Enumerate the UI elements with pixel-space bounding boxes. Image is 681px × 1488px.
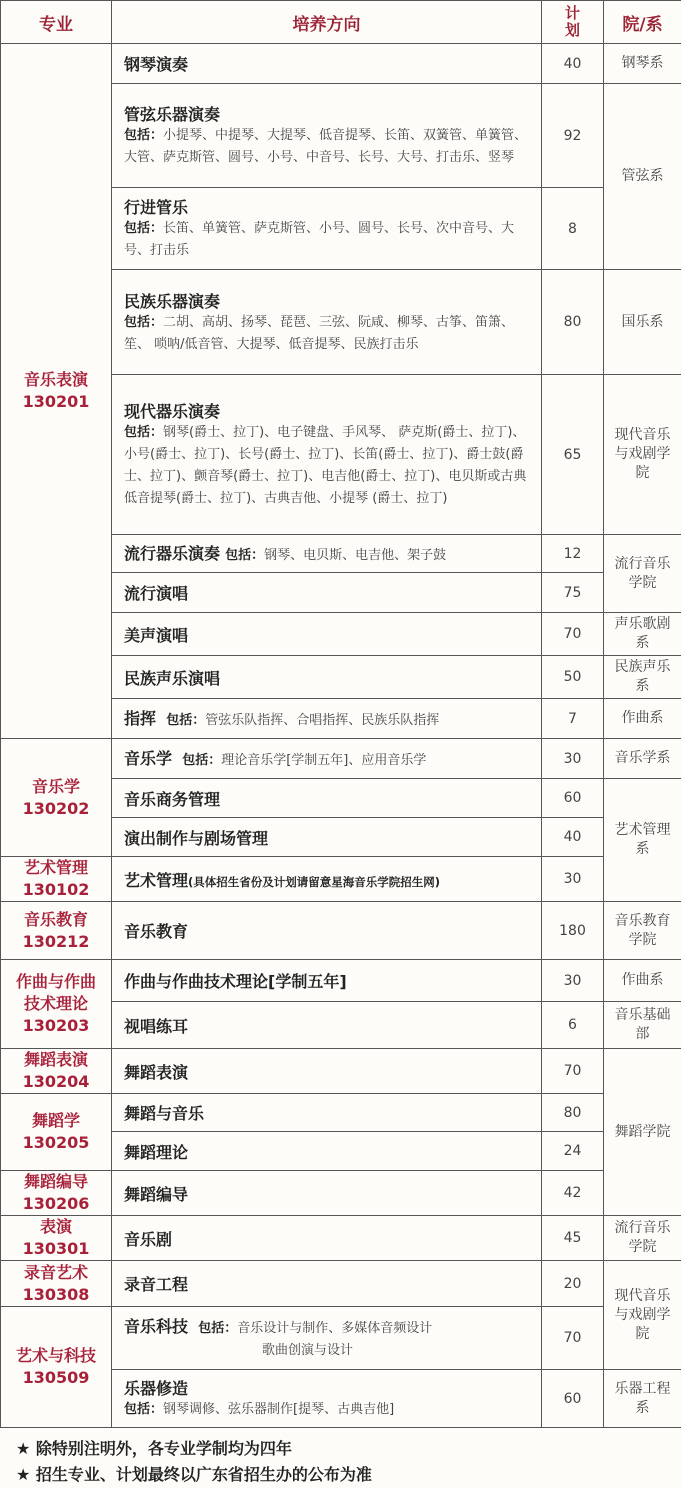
plan-cell: 12 (542, 535, 604, 573)
table-row (1, 1049, 681, 1094)
dept-cell: 声乐歌剧系 (604, 613, 681, 656)
plan-cell: 70 (542, 1049, 604, 1094)
direction-cell: 钢琴演奏 (112, 44, 542, 84)
direction-cell: 音乐学 包括：理论音乐学[学制五年]、应用音乐学 (112, 739, 542, 779)
major-cell: 音乐表演 130201 (1, 44, 112, 739)
direction-cell: 视唱练耳 (112, 1002, 542, 1049)
table-row (1, 902, 681, 960)
table-row (1, 1307, 681, 1370)
dept-cell: 作曲系 (604, 960, 681, 1002)
direction-cell: 音乐教育 (112, 902, 542, 960)
dept-cell: 管弦系 (604, 84, 681, 270)
major-cell: 舞蹈学 130205 (1, 1094, 112, 1171)
major-cell: 录音艺术 130308 (1, 1261, 112, 1307)
plan-cell: 92 (542, 84, 604, 188)
direction-cell: 音乐商务管理 (112, 779, 542, 818)
plan-cell: 50 (542, 656, 604, 699)
plan-cell: 7 (542, 699, 604, 739)
plan-cell: 65 (542, 375, 604, 535)
direction-cell: 流行演唱 (112, 573, 542, 613)
plan-cell: 40 (542, 44, 604, 84)
header-dept: 院/系 (604, 1, 681, 44)
table-row (1, 739, 681, 779)
plan-cell: 40 (542, 818, 604, 857)
direction-cell: 民族声乐演唱 (112, 656, 542, 699)
plan-cell: 180 (542, 902, 604, 960)
major-cell: 舞蹈表演 130204 (1, 1049, 112, 1094)
plan-cell: 70 (542, 1307, 604, 1370)
dept-cell: 现代音乐与戏剧学院 (604, 375, 681, 535)
dept-cell: 乐器工程系 (604, 1370, 681, 1428)
header-plan: 计划 (542, 1, 604, 44)
direction-cell: 管弦乐器演奏 包括：小提琴、中提琴、大提琴、低音提琴、长笛、双簧管、单簧管、大管、萨克斯管、圆号、小号、中音号、长号、大号、打击乐、竖琴 (112, 84, 542, 188)
direction-cell: 指挥 包括：管弦乐队指挥、合唱指挥、民族乐队指挥 (112, 699, 542, 739)
plan-cell: 30 (542, 960, 604, 1002)
footnote: ★ 除特别注明外，各专业学制均为四年 (16, 1436, 671, 1462)
direction-cell: 流行器乐演奏 包括：钢琴、电贝斯、电吉他、架子鼓 (112, 535, 542, 573)
dept-cell: 作曲系 (604, 699, 681, 739)
direction-cell: 艺术管理(具体招生省份及计划请留意星海音乐学院招生网) (112, 857, 542, 902)
plan-cell: 80 (542, 270, 604, 375)
direction-cell: 舞蹈与音乐 (112, 1094, 542, 1132)
plan-cell: 45 (542, 1216, 604, 1261)
header-major: 专业 (1, 1, 112, 44)
plan-cell: 60 (542, 1370, 604, 1428)
table-row (1, 960, 681, 1002)
dept-cell: 音乐学系 (604, 739, 681, 779)
direction-cell: 录音工程 (112, 1261, 542, 1307)
major-cell: 作曲与作曲技术理论 130203 (1, 960, 112, 1049)
dept-cell: 音乐教育学院 (604, 902, 681, 960)
plan-cell: 80 (542, 1094, 604, 1132)
direction-cell: 音乐剧 (112, 1216, 542, 1261)
major-cell: 表演 130301 (1, 1216, 112, 1261)
direction-cell: 舞蹈编导 (112, 1171, 542, 1216)
dept-cell: 流行音乐学院 (604, 535, 681, 613)
dept-cell: 钢琴系 (604, 44, 681, 84)
table-row (1, 44, 681, 84)
plan-cell: 6 (542, 1002, 604, 1049)
header-direction: 培养方向 (112, 1, 542, 44)
direction-cell: 舞蹈表演 (112, 1049, 542, 1094)
plan-cell: 20 (542, 1261, 604, 1307)
direction-cell: 演出制作与剧场管理 (112, 818, 542, 857)
direction-cell: 作曲与作曲技术理论[学制五年] (112, 960, 542, 1002)
dept-cell: 国乐系 (604, 270, 681, 375)
dept-cell: 艺术管理系 (604, 779, 681, 902)
table-row (1, 1216, 681, 1261)
plan-cell: 60 (542, 779, 604, 818)
direction-cell: 行进管乐 包括：长笛、单簧管、萨克斯管、小号、圆号、长号、次中音号、大号、打击乐 (112, 188, 542, 270)
plan-cell: 8 (542, 188, 604, 270)
direction-cell: 乐器修造 包括：钢琴调修、弦乐器制作[提琴、古典吉他] (112, 1370, 542, 1428)
table-row (1, 1094, 681, 1132)
table-row (1, 1261, 681, 1307)
major-cell: 音乐教育 130212 (1, 902, 112, 960)
dept-cell: 舞蹈学院 (604, 1049, 681, 1216)
dept-cell: 流行音乐学院 (604, 1216, 681, 1261)
major-cell: 舞蹈编导 130206 (1, 1171, 112, 1216)
major-cell: 艺术管理 130102 (1, 857, 112, 902)
direction-cell: 音乐科技 包括：音乐设计与制作、多媒体音频设计 歌曲创演与设计 (112, 1307, 542, 1370)
footnote: ★ 招生专业、计划最终以广东省招生办的公布为准 (16, 1462, 671, 1488)
table-header-row (1, 1, 681, 44)
direction-cell: 美声演唱 (112, 613, 542, 656)
footnotes (0, 1428, 681, 1488)
plan-cell: 30 (542, 739, 604, 779)
major-cell: 艺术与科技 130509 (1, 1307, 112, 1428)
plan-cell: 42 (542, 1171, 604, 1216)
dept-cell: 音乐基础部 (604, 1002, 681, 1049)
dept-cell: 现代音乐与戏剧学院 (604, 1261, 681, 1370)
table-row (1, 1171, 681, 1216)
table-row (1, 857, 681, 902)
plan-cell: 70 (542, 613, 604, 656)
dept-cell: 民族声乐系 (604, 656, 681, 699)
plan-cell: 24 (542, 1132, 604, 1171)
direction-cell: 舞蹈理论 (112, 1132, 542, 1171)
direction-cell: 民族乐器演奏 包括：二胡、高胡、扬琴、琵琶、三弦、阮咸、柳琴、古筝、笛箫、笙、 唢呐/低音管、大提琴、低音提琴、民族打击乐 (112, 270, 542, 375)
direction-cell: 现代器乐演奏 包括：钢琴(爵士、拉丁)、电子键盘、手风琴、 萨克斯(爵士、拉丁)、小号(爵士、拉丁)、长号(爵士、拉丁)、长笛(爵士、拉丁)、爵士鼓(爵士、拉丁)、颤音琴(爵士、拉丁)、电吉他(爵士、拉丁)、电贝斯或古典低音提琴(爵士、拉丁)、古典吉他、小提琴 (爵士、拉丁) (112, 375, 542, 535)
plan-cell: 75 (542, 573, 604, 613)
plan-cell: 30 (542, 857, 604, 902)
major-cell: 音乐学 130202 (1, 739, 112, 857)
